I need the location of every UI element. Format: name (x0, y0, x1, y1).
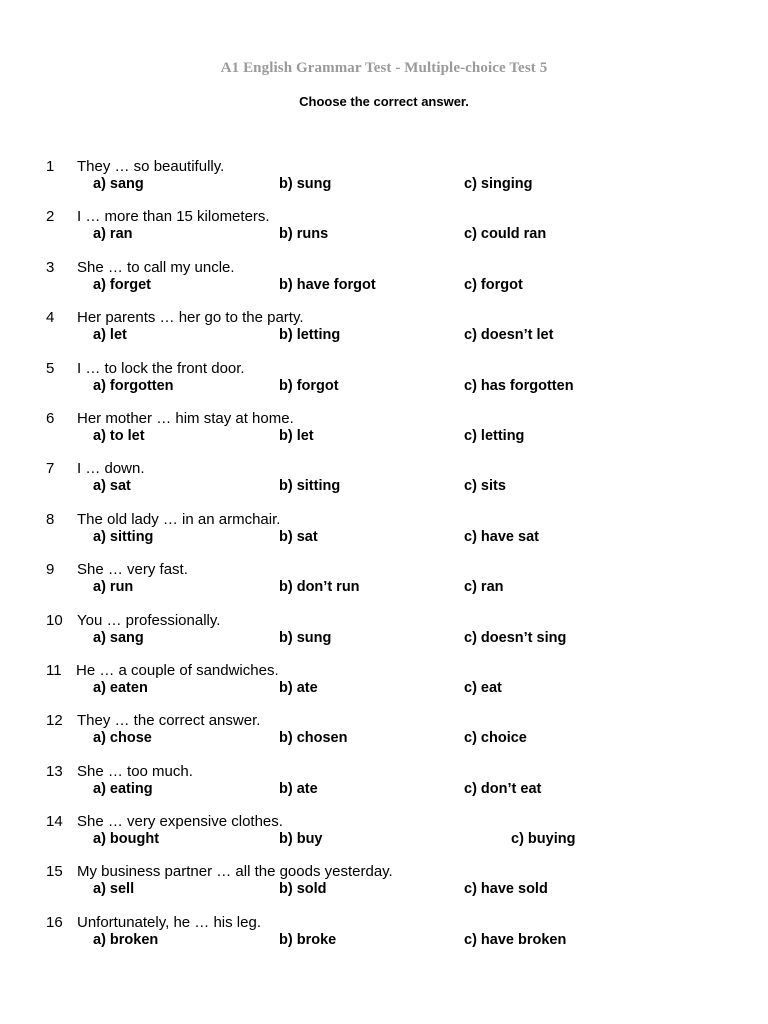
option-b: b) sung (279, 176, 332, 192)
question-number: 7 (46, 460, 55, 478)
question-item (0, 460, 768, 510)
option-b: b) sung (279, 629, 332, 646)
question-text: You … professionally. (77, 611, 221, 629)
question-text: My business partner … all the goods yesterday. (77, 863, 393, 881)
question-item (0, 309, 768, 359)
question-number: 12 (46, 712, 63, 730)
option-b: b) broke (279, 931, 337, 948)
option-a: a) sang (93, 629, 144, 646)
question-item (0, 561, 768, 611)
question-text: Her mother … him stay at home. (77, 409, 294, 427)
option-b: b) chosen (279, 730, 348, 747)
option-a: a) broken (93, 931, 159, 948)
option-c: c) don’t eat (464, 780, 542, 797)
question-text: They … so beautifully. (77, 158, 225, 175)
question-text: I … down. (77, 460, 145, 478)
option-a: a) sell (93, 881, 135, 898)
option-b: b) sold (279, 881, 327, 898)
question-text: I … to lock the front door. (77, 359, 245, 377)
option-a: a) chose (93, 730, 152, 747)
question-item (0, 612, 768, 662)
option-a: a) to let (93, 427, 145, 444)
question-item (0, 158, 768, 208)
option-b: b) let (279, 427, 314, 444)
question-item (0, 208, 768, 258)
question-item (0, 763, 768, 813)
option-a: a) bought (93, 831, 160, 848)
option-a: a) sitting (93, 528, 154, 545)
option-c: c) has forgotten (464, 377, 574, 394)
option-b: b) forgot (279, 377, 339, 394)
question-list (0, 158, 768, 964)
question-item (0, 360, 768, 410)
option-b: b) have forgot (279, 276, 376, 293)
question-number: 6 (46, 409, 55, 427)
question-text: She … very fast. (77, 561, 188, 579)
option-b: b) ate (279, 679, 318, 696)
question-item (0, 813, 768, 863)
question-text: She … to call my uncle. (77, 258, 235, 276)
option-c: c) have sat (464, 528, 539, 545)
question-item (0, 712, 768, 762)
question-number: 1 (46, 158, 55, 175)
question-text: The old lady … in an armchair. (77, 510, 281, 528)
option-a: a) forget (93, 276, 151, 293)
option-c: c) forgot (464, 276, 523, 293)
option-b: b) runs (279, 226, 329, 243)
option-c: c) have sold (464, 881, 548, 898)
option-a: a) let (93, 327, 127, 344)
option-c: c) letting (464, 427, 525, 444)
question-text: She … very expensive clothes. (77, 813, 283, 831)
option-c: c) could ran (464, 226, 547, 243)
question-item (0, 511, 768, 561)
question-text: She … too much. (77, 762, 193, 780)
option-b: b) don’t run (279, 579, 360, 596)
option-a: a) eaten (93, 679, 148, 696)
question-number: 14 (46, 813, 63, 831)
question-number: 13 (46, 762, 63, 780)
question-item (0, 410, 768, 460)
option-c: c) buying (511, 831, 576, 848)
page-title: A1 English Grammar Test - Multiple-choice Test 5 (220, 60, 548, 76)
question-text: He … a couple of sandwiches. (76, 661, 279, 679)
option-c: c) doesn’t let (464, 327, 554, 344)
question-text: They … the correct answer. (77, 712, 261, 730)
option-b: b) sat (279, 528, 318, 545)
option-c: c) sits (464, 478, 506, 495)
question-item (0, 914, 768, 964)
question-number: 5 (46, 359, 55, 377)
option-a: a) ran (93, 226, 133, 243)
option-c: c) ran (464, 579, 504, 596)
option-b: b) ate (279, 780, 318, 797)
option-c: c) singing (464, 176, 533, 192)
instruction-text: Choose the correct answer. (299, 94, 469, 109)
question-number: 4 (46, 309, 55, 327)
question-number: 3 (46, 258, 55, 276)
question-item (0, 259, 768, 309)
option-b: b) sitting (279, 478, 341, 495)
question-number: 2 (46, 208, 55, 226)
question-number: 16 (46, 913, 63, 931)
option-c: c) eat (464, 679, 502, 696)
question-text: Her parents … her go to the party. (77, 309, 304, 327)
option-a: a) sat (93, 478, 131, 495)
option-a: a) run (93, 579, 134, 596)
question-text: Unfortunately, he … his leg. (77, 913, 261, 931)
option-c: c) doesn’t sing (464, 629, 567, 646)
option-b: b) letting (279, 327, 341, 344)
option-c: c) have broken (464, 931, 567, 948)
question-text: I … more than 15 kilometers. (77, 208, 270, 226)
question-number: 15 (46, 863, 63, 881)
option-a: a) sang (93, 176, 144, 192)
option-b: b) buy (279, 831, 323, 848)
question-item (0, 863, 768, 913)
question-number: 9 (46, 561, 55, 579)
option-c: c) choice (464, 730, 527, 747)
option-a: a) forgotten (93, 377, 174, 394)
question-number: 8 (46, 510, 55, 528)
option-a: a) eating (93, 780, 153, 797)
question-item (0, 662, 768, 712)
question-number: 11 (46, 661, 62, 679)
question-number: 10 (46, 611, 63, 629)
